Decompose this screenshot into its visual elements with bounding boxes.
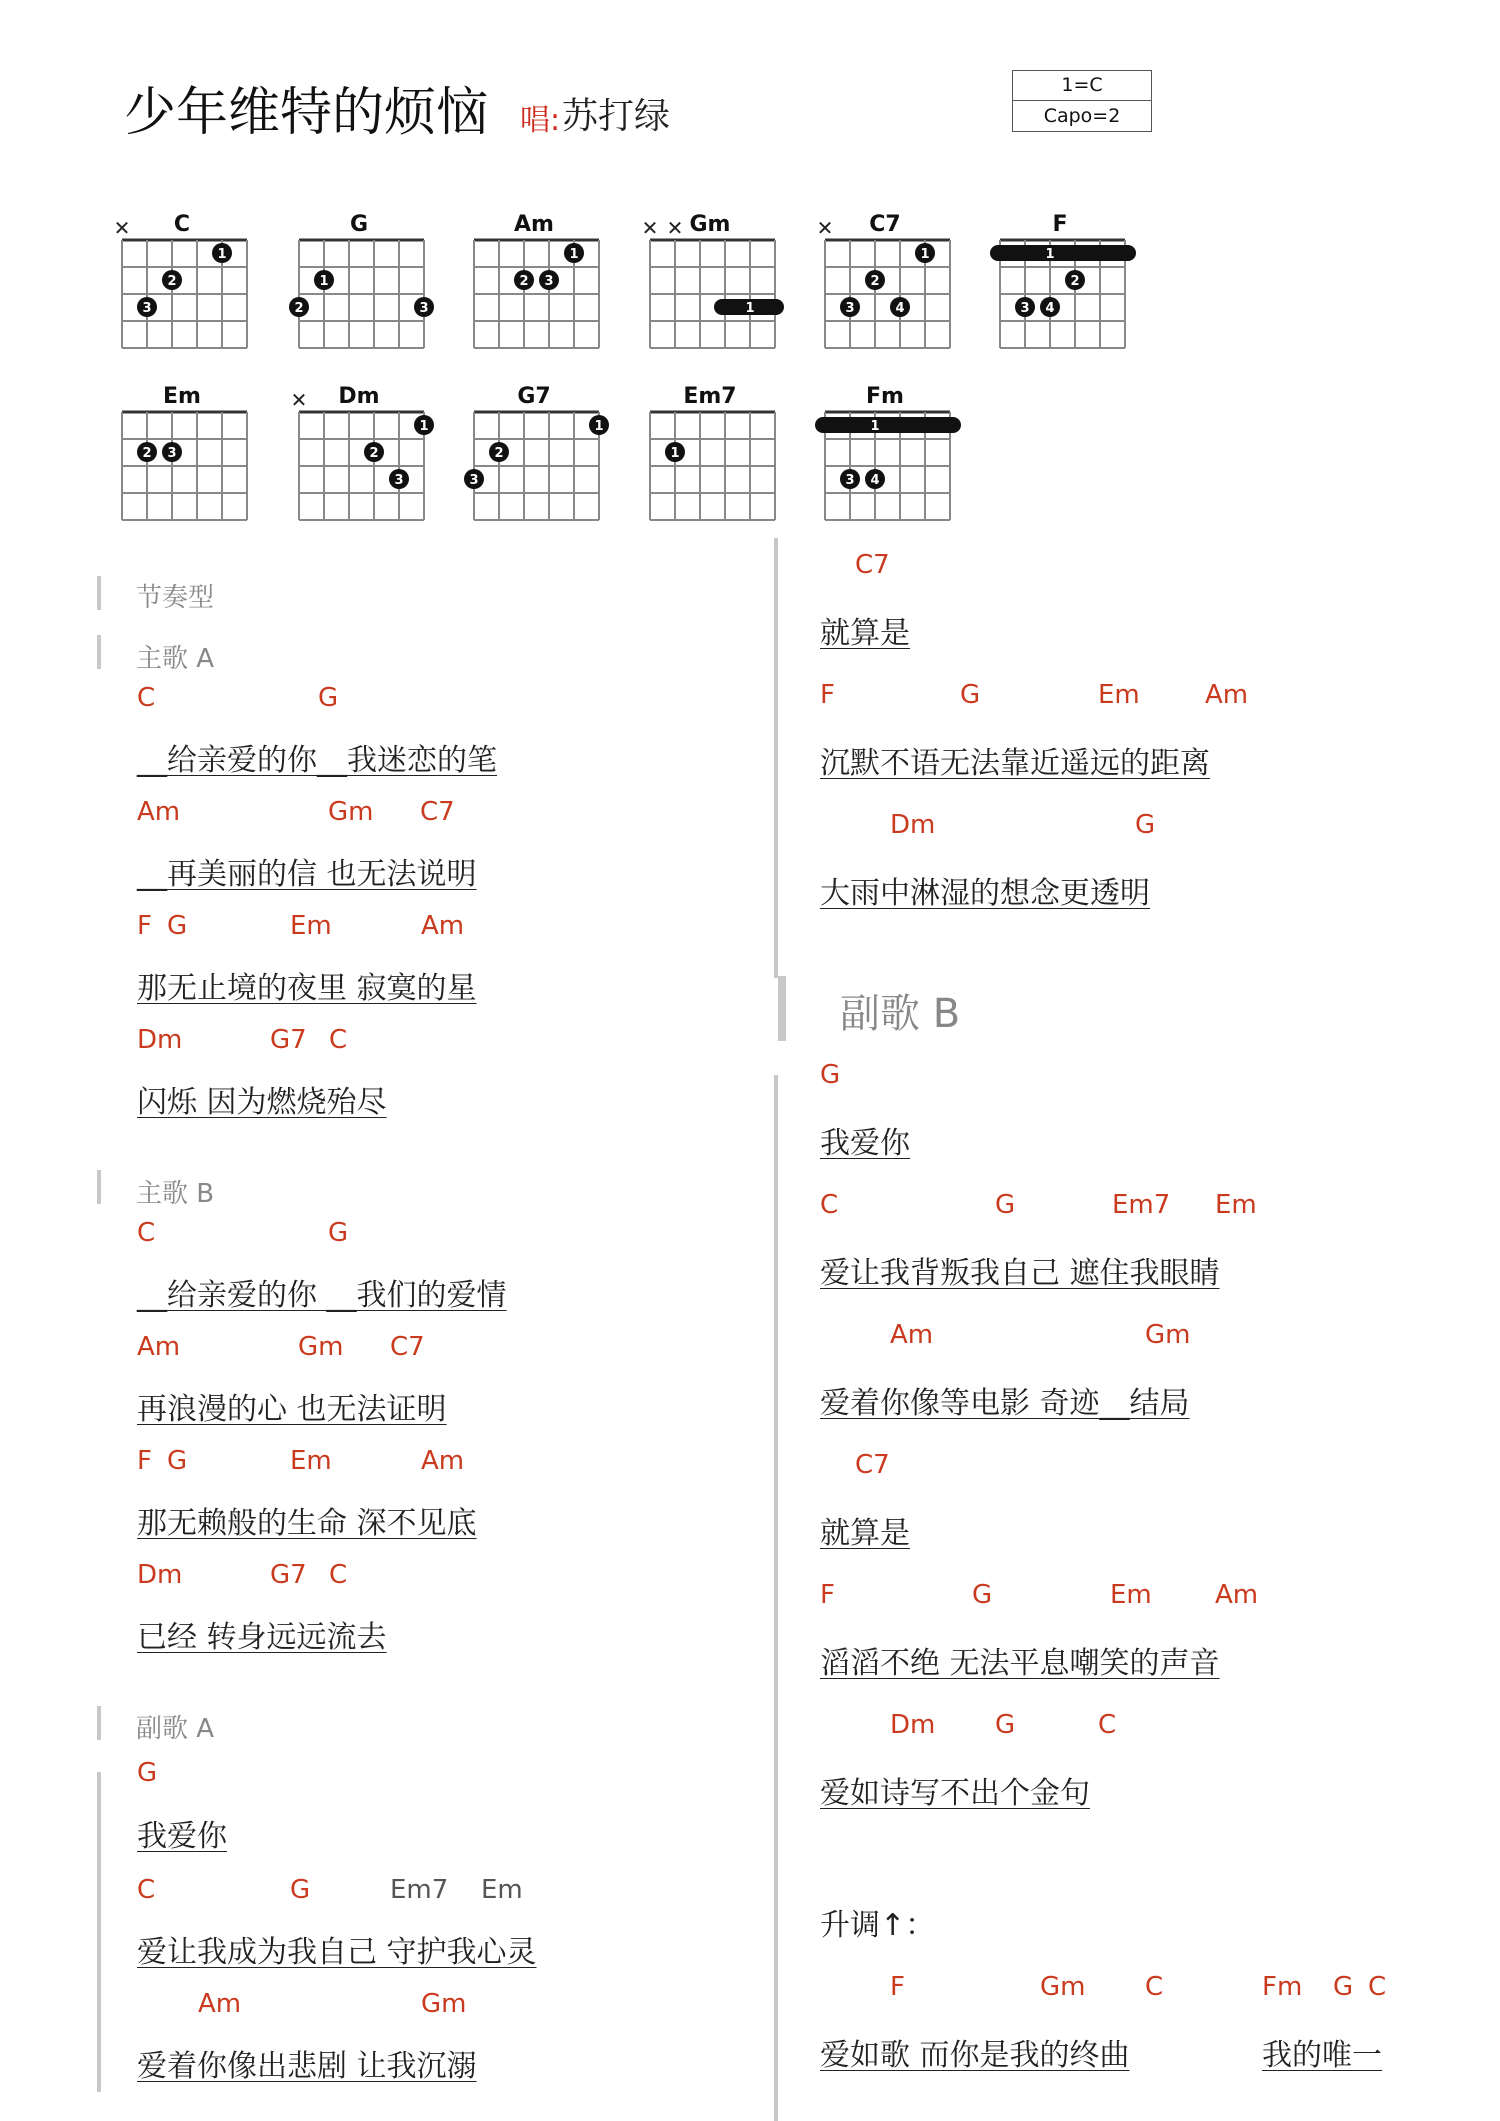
svg-text:1: 1 [419, 419, 429, 434]
svg-text:2: 2 [519, 274, 529, 289]
chord-label: Em [290, 911, 332, 941]
verse-b-label: 主歌 B [136, 1179, 215, 1209]
chord-diagram-name: Em [163, 384, 201, 409]
svg-text:2: 2 [294, 301, 304, 316]
chord-label: Dm [890, 810, 936, 840]
chord-label: G [960, 680, 981, 710]
section-bar [97, 576, 101, 610]
lyric-line: __给亲爱的你__我迷恋的笔 [137, 743, 497, 778]
svg-text:3: 3 [845, 301, 855, 316]
column-divider [774, 1075, 778, 2121]
chord-label: C [1145, 1972, 1164, 2002]
key-value: 1=C [1013, 71, 1151, 101]
svg-text:2: 2 [494, 446, 504, 461]
key-change-label: 升调↑： [820, 1908, 936, 1943]
column-divider [774, 538, 778, 978]
lyric-line: 我爱你 [137, 1819, 227, 1854]
chord-label: Gm [328, 797, 374, 827]
svg-text:3: 3 [167, 446, 177, 461]
chord-label: Dm [137, 1025, 183, 1055]
chord-label: Dm [890, 1710, 936, 1740]
singer-name: 苏打绿 [562, 96, 671, 137]
lyric-line: __给亲爱的你 __我们的爱情 [137, 1278, 507, 1313]
svg-text:3: 3 [845, 473, 855, 488]
chord-label: C [820, 1190, 839, 1220]
svg-text:4: 4 [870, 473, 880, 488]
chord-diagram-em [110, 377, 260, 527]
chord-label: Fm [1262, 1972, 1303, 2002]
chord-label: Em [1110, 1580, 1152, 1610]
verse-a-label: 主歌 A [136, 644, 215, 674]
svg-text:2: 2 [369, 446, 379, 461]
chord-label: C [137, 1218, 156, 1248]
svg-text:2: 2 [167, 274, 177, 289]
chord-diagram-name: C7 [869, 212, 901, 237]
chord-label: C7 [390, 1332, 425, 1362]
lyric-line: 我的唯一 [1262, 2038, 1382, 2073]
chord-diagram-name: Fm [866, 384, 904, 409]
chord-label: C [137, 683, 156, 713]
svg-text:3: 3 [419, 301, 429, 316]
section-bar [97, 1170, 101, 1204]
chord-diagram-name: F [1052, 212, 1068, 237]
chord-label: G [1135, 810, 1156, 840]
chord-diagram-name: Dm [338, 384, 380, 409]
chorus-a-label: 副歌 A [136, 1714, 215, 1744]
chord-label: Gm [421, 1989, 467, 2019]
section-bar [97, 1706, 101, 1740]
chord-label: Em [481, 1875, 523, 1905]
chord-diagram-g [287, 205, 437, 355]
lyric-line: 爱如诗写不出个金句 [820, 1776, 1090, 1811]
svg-text:1: 1 [1045, 247, 1055, 262]
svg-text:2: 2 [142, 446, 152, 461]
chord-label: F [137, 911, 152, 941]
rhythm-label: 节奏型 [136, 583, 215, 613]
chord-diagram-name: Am [514, 212, 554, 237]
chord-label: G [167, 911, 188, 941]
chord-label: G [995, 1710, 1016, 1740]
chord-label: Gm [1040, 1972, 1086, 2002]
svg-text:1: 1 [745, 301, 755, 316]
capo-value: Capo=2 [1043, 105, 1121, 127]
svg-text:1: 1 [594, 419, 604, 434]
lyric-line: 沉默不语无法靠近遥远的距离 [820, 746, 1210, 781]
chord-label: G [328, 1218, 349, 1248]
svg-text:1: 1 [569, 247, 579, 262]
chord-diagram-em7 [638, 377, 788, 527]
chord-label: Am [1215, 1580, 1259, 1610]
chord-label: F [820, 680, 835, 710]
chord-label: C [137, 1875, 156, 1905]
lyric-line: 大雨中淋湿的想念更透明 [820, 876, 1150, 911]
svg-text:1: 1 [670, 446, 680, 461]
lyric-line: 我爱你 [820, 1126, 910, 1161]
song-title: 少年维特的烦恼 [124, 83, 489, 143]
lyric-line: 爱着你像出悲剧 让我沉溺 [137, 2049, 477, 2084]
chord-label: F [820, 1580, 835, 1610]
chord-diagram-f [988, 205, 1138, 355]
chord-label: C [329, 1025, 348, 1055]
svg-text:3: 3 [394, 473, 404, 488]
svg-text:✕: ✕ [641, 216, 659, 240]
lyric-line: 闪烁 因为燃烧殆尽 [137, 1085, 387, 1120]
lyric-line: 就算是 [820, 1516, 910, 1551]
chord-label: C [329, 1560, 348, 1590]
chord-label: G [972, 1580, 993, 1610]
lyric-line: 就算是 [820, 616, 910, 651]
chord-diagram-dm [287, 377, 437, 527]
lyric-line: __再美丽的信 也无法说明 [137, 857, 477, 892]
chord-label: G [290, 1875, 311, 1905]
chord-diagram-name: G [349, 212, 369, 237]
chord-label: Am [421, 1446, 465, 1476]
lyric-line: 那无止境的夜里 寂寞的星 [137, 971, 477, 1006]
chord-label: Am [198, 1989, 242, 2019]
svg-text:1: 1 [920, 247, 930, 262]
chord-label: F [890, 1972, 905, 2002]
chord-label: G [995, 1190, 1016, 1220]
chord-label: C [1098, 1710, 1117, 1740]
chord-label: Em7 [390, 1875, 449, 1905]
chord-label: Am [137, 797, 181, 827]
chord-label: G [167, 1446, 188, 1476]
chord-diagram-c7 [813, 205, 963, 355]
svg-text:2: 2 [870, 274, 880, 289]
chord-label: Dm [137, 1560, 183, 1590]
svg-text:✕: ✕ [290, 388, 308, 412]
chord-diagram-name: Gm [689, 212, 731, 237]
chord-label: G [820, 1060, 841, 1090]
section-bar [97, 1772, 101, 2092]
chord-label: C [1368, 1972, 1387, 2002]
chord-label: C7 [855, 550, 890, 580]
chord-label: G7 [270, 1025, 307, 1055]
svg-text:2: 2 [1070, 274, 1080, 289]
svg-text:✕: ✕ [816, 216, 834, 240]
svg-text:3: 3 [544, 274, 554, 289]
lyric-line: 爱让我背叛我自己 遮住我眼睛 [820, 1256, 1220, 1291]
lyric-line: 爱着你像等电影 奇迹__结局 [820, 1386, 1190, 1421]
svg-text:✕: ✕ [113, 216, 131, 240]
chord-diagram-c [110, 205, 260, 355]
lyric-line: 已经 转身远远流去 [137, 1620, 387, 1655]
key-capo-box [1012, 70, 1152, 132]
chord-diagram-am [462, 205, 612, 355]
svg-text:1: 1 [319, 274, 329, 289]
chord-diagram-fm [813, 377, 963, 527]
chord-label: Am [421, 911, 465, 941]
chord-label: Em [290, 1446, 332, 1476]
chord-label: Gm [1145, 1320, 1191, 1350]
column-divider [778, 976, 786, 1041]
chord-label: G [1333, 1972, 1354, 2002]
chord-label: F [137, 1446, 152, 1476]
lyric-line: 爱如歌 而你是我的终曲 [820, 2038, 1130, 2073]
chord-diagram-name: G7 [517, 384, 551, 409]
section-bar [97, 635, 101, 669]
chord-label: Am [1205, 680, 1249, 710]
svg-text:4: 4 [1045, 301, 1055, 316]
chord-label: Em [1098, 680, 1140, 710]
svg-text:1: 1 [870, 419, 880, 434]
chord-label: Am [890, 1320, 934, 1350]
lyric-line: 再浪漫的心 也无法证明 [137, 1392, 447, 1427]
chord-label: Am [137, 1332, 181, 1362]
chord-label: Gm [298, 1332, 344, 1362]
chord-label: G [318, 683, 339, 713]
svg-text:4: 4 [895, 301, 905, 316]
svg-text:✕: ✕ [666, 216, 684, 240]
chord-diagram-g7 [462, 377, 612, 527]
chord-diagram-gm [638, 205, 788, 355]
chord-diagram-name: C [173, 212, 191, 237]
chord-label: C7 [420, 797, 455, 827]
svg-text:3: 3 [1020, 301, 1030, 316]
chorus-b-label: 副歌 B [840, 991, 961, 1037]
lyric-line: 滔滔不绝 无法平息嘲笑的声音 [820, 1646, 1220, 1681]
chord-label: C7 [855, 1450, 890, 1480]
chord-label: G [137, 1758, 158, 1788]
lyric-line: 爱让我成为我自己 守护我心灵 [137, 1935, 537, 1970]
svg-text:3: 3 [469, 473, 479, 488]
svg-text:3: 3 [142, 301, 152, 316]
lyric-line: 那无赖般的生命 深不见底 [137, 1506, 477, 1541]
svg-text:1: 1 [217, 247, 227, 262]
singer-label: 唱: [520, 103, 561, 138]
chord-label: Em [1215, 1190, 1257, 1220]
chord-label: Em7 [1112, 1190, 1171, 1220]
chord-label: G7 [270, 1560, 307, 1590]
chord-diagram-name: Em7 [683, 384, 737, 409]
